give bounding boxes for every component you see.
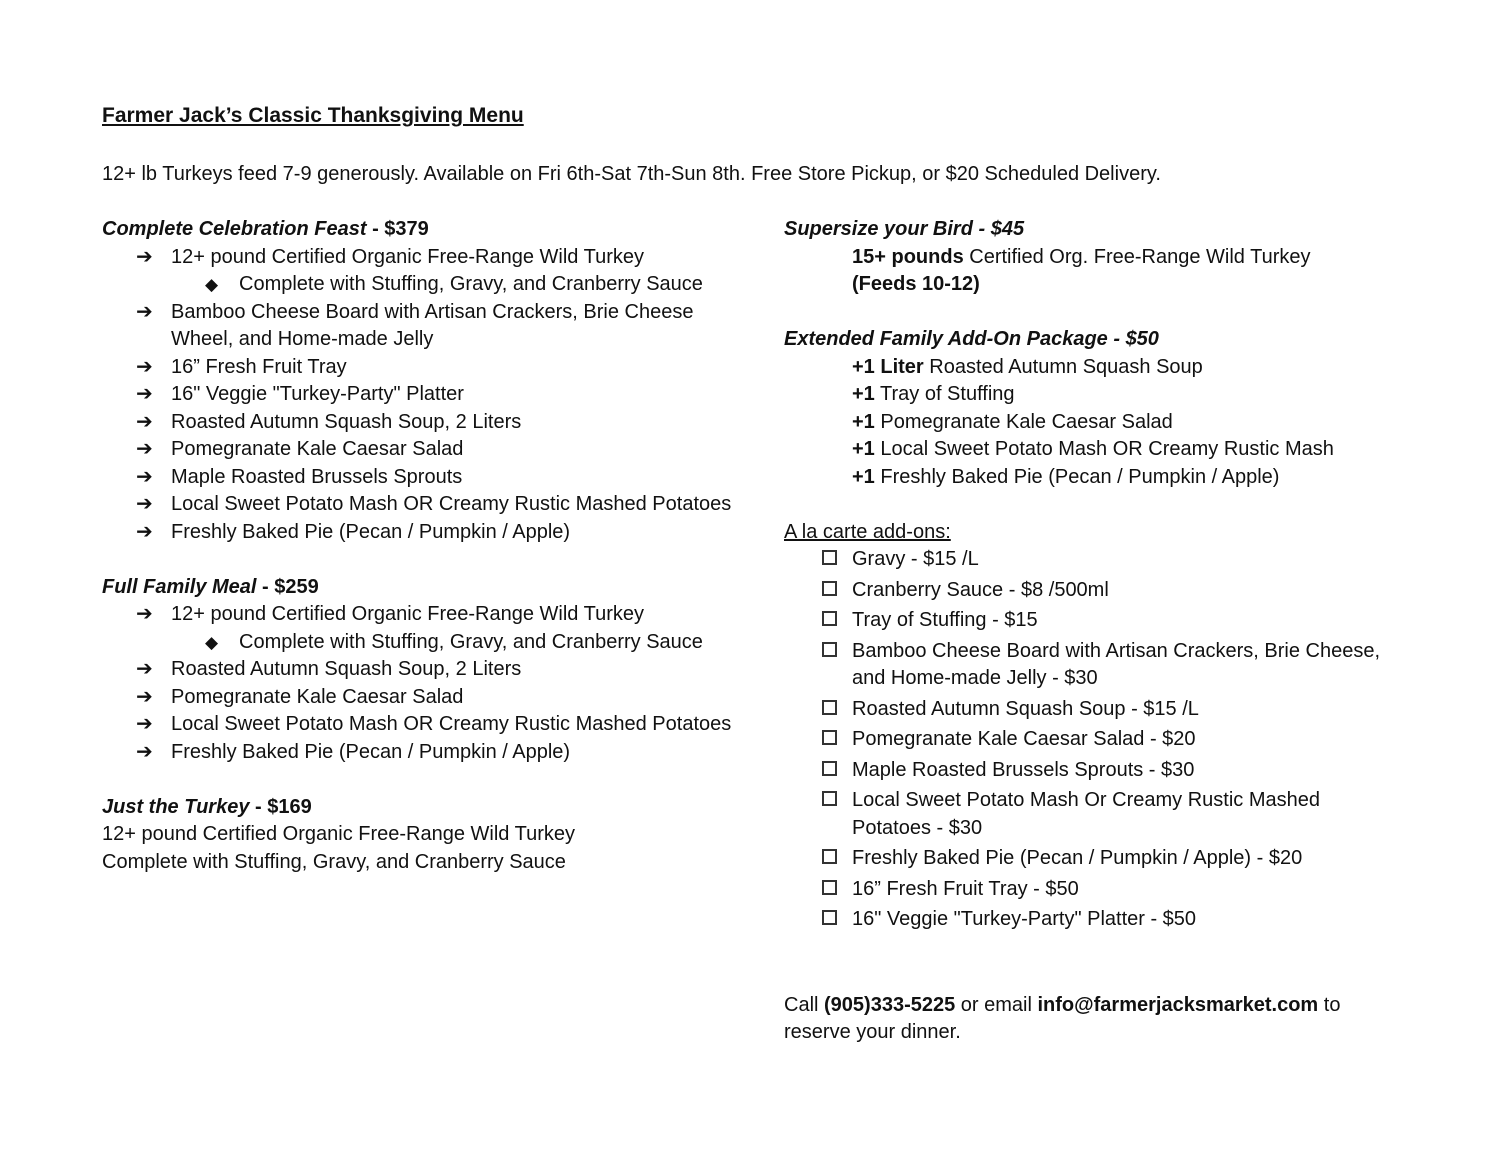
list-item-text: 16" Veggie "Turkey-Party" Platter - $50 bbox=[852, 908, 1197, 930]
sub-list bbox=[171, 629, 742, 657]
arrow-icon: ➔ bbox=[136, 438, 153, 460]
checkbox-icon[interactable] bbox=[822, 849, 837, 864]
list-item-text: Tray of Stuffing - $15 bbox=[852, 609, 1038, 631]
list-item bbox=[784, 381, 1404, 409]
intro-text: 12+ lb Turkeys feed 7-9 generously. Available on Fri 6th-Sat 7th-Sun 8th. Free Store Pickup, or $20 Scheduled Delivery. bbox=[102, 163, 1161, 185]
feast-heading bbox=[102, 216, 742, 244]
supersize-heading bbox=[784, 216, 1404, 244]
extended-qty: +1 bbox=[852, 410, 875, 433]
family-name: Full Family Meal bbox=[102, 575, 257, 598]
feast-price: - $379 bbox=[366, 218, 429, 240]
list-item-text: Local Sweet Potato Mash OR Creamy Rustic Mashed Potatoes bbox=[171, 713, 732, 735]
turkey-line: Complete with Stuffing, Gravy, and Cranberry Sauce bbox=[102, 850, 566, 873]
arrow-icon: ➔ bbox=[136, 685, 153, 708]
checkbox-icon[interactable] bbox=[822, 910, 837, 925]
list-item bbox=[784, 409, 1404, 437]
turkey-heading bbox=[102, 794, 742, 822]
arrow-icon: ➔ bbox=[136, 300, 153, 323]
checkbox-icon[interactable] bbox=[822, 611, 837, 626]
extended-text: Pomegranate Kale Caesar Salad bbox=[874, 410, 1173, 433]
family-heading bbox=[102, 574, 742, 602]
list-item[interactable] bbox=[784, 906, 1404, 934]
list-item bbox=[102, 601, 742, 656]
list-item bbox=[784, 436, 1404, 464]
list-item-text: Pomegranate Kale Caesar Salad bbox=[171, 685, 464, 708]
checkbox-icon[interactable] bbox=[822, 761, 837, 776]
list-item-text: 12+ pound Certified Organic Free-Range Wild Turkey bbox=[171, 245, 645, 268]
feast-name: Complete Celebration Feast bbox=[102, 218, 367, 240]
list-item-text: 16” Fresh Fruit Tray - $50 bbox=[852, 877, 1079, 900]
list-item-text: Complete with Stuffing, Gravy, and Cranberry Sauce bbox=[239, 630, 703, 653]
list-item-text: Roasted Autumn Squash Soup, 2 Liters bbox=[171, 658, 522, 680]
list-item bbox=[784, 354, 1404, 382]
list-item[interactable] bbox=[784, 577, 1404, 605]
extended-text: Local Sweet Potato Mash OR Creamy Rustic Mash bbox=[874, 438, 1334, 460]
extended-text: Roasted Autumn Squash Soup bbox=[923, 355, 1203, 378]
list-item bbox=[102, 739, 742, 767]
supersize-name: Supersize your Bird - $45 bbox=[784, 218, 1025, 240]
list-item[interactable] bbox=[784, 638, 1404, 693]
list-item bbox=[171, 271, 742, 299]
extended-text: Tray of Stuffing bbox=[874, 383, 1015, 405]
contact-tail: to reserve your dinner. bbox=[784, 993, 1341, 1043]
list-item-text: Maple Roasted Brussels Sprouts - $30 bbox=[852, 758, 1195, 781]
list-item bbox=[102, 354, 742, 382]
list-item-text: Bamboo Cheese Board with Artisan Crackers, Brie Cheese Wheel, and Home-made Jelly bbox=[171, 300, 694, 350]
list-item-text: Gravy - $15 /L bbox=[852, 548, 979, 570]
list-item-text: Pomegranate Kale Caesar Salad bbox=[171, 438, 464, 460]
list-item bbox=[102, 519, 742, 547]
list-item-text: Cranberry Sauce - $8 /500ml bbox=[852, 578, 1109, 601]
right-column bbox=[784, 216, 1404, 1047]
checkbox-icon[interactable] bbox=[822, 550, 837, 565]
checkbox-icon[interactable] bbox=[822, 642, 837, 657]
contact-call: Call bbox=[784, 993, 825, 1016]
contact-phone[interactable]: (905)333-5225 bbox=[824, 993, 956, 1016]
list-item bbox=[102, 299, 742, 354]
list-item bbox=[784, 464, 1404, 492]
arrow-icon: ➔ bbox=[136, 410, 153, 433]
turkey-price: - $169 bbox=[249, 795, 312, 818]
checkbox-icon[interactable] bbox=[822, 581, 837, 596]
checkbox-icon[interactable] bbox=[822, 730, 837, 745]
contact-or-email: or email bbox=[955, 993, 1038, 1016]
list-item-text: Pomegranate Kale Caesar Salad - $20 bbox=[852, 728, 1196, 750]
arrow-icon: ➔ bbox=[136, 245, 153, 268]
list-item bbox=[102, 491, 742, 519]
list-item-text: Bamboo Cheese Board with Artisan Crackers, Brie Cheese, and Home-made Jelly - $30 bbox=[852, 639, 1381, 689]
sub-list bbox=[171, 271, 742, 299]
extended-heading bbox=[784, 326, 1404, 354]
list-item-text: 16” Fresh Fruit Tray bbox=[171, 355, 347, 378]
list-item[interactable] bbox=[784, 726, 1404, 754]
list-item-text: Freshly Baked Pie (Pecan / Pumpkin / Apple) - $20 bbox=[852, 847, 1303, 869]
supersize-feeds-text: (Feeds 10-12) bbox=[852, 273, 980, 295]
arrow-icon: ➔ bbox=[136, 658, 153, 680]
arrow-icon: ➔ bbox=[136, 603, 153, 625]
arrow-icon: ➔ bbox=[136, 520, 153, 543]
feast-list bbox=[102, 244, 742, 547]
checkbox-icon[interactable] bbox=[822, 700, 837, 715]
extended-qty: +1 bbox=[852, 438, 875, 460]
list-item bbox=[102, 409, 742, 437]
list-item-text: Freshly Baked Pie (Pecan / Pumpkin / Apple) bbox=[171, 520, 571, 543]
checkbox-icon[interactable] bbox=[822, 880, 837, 895]
list-item bbox=[102, 464, 742, 492]
list-item-text: Local Sweet Potato Mash OR Creamy Rustic Mashed Potatoes bbox=[171, 493, 732, 515]
arrow-icon: ➔ bbox=[136, 493, 153, 515]
list-item[interactable] bbox=[784, 845, 1404, 873]
family-price: - $259 bbox=[256, 575, 319, 598]
list-item[interactable] bbox=[784, 757, 1404, 785]
extended-qty: +1 bbox=[852, 465, 875, 488]
arrow-icon: ➔ bbox=[136, 465, 153, 488]
extended-text: Freshly Baked Pie (Pecan / Pumpkin / Apple) bbox=[874, 465, 1280, 488]
list-item bbox=[102, 656, 742, 684]
extended-qty: +1 bbox=[852, 383, 875, 405]
supersize-line bbox=[784, 244, 1404, 272]
extended-qty: +1 Liter bbox=[852, 355, 924, 378]
turkey-name: Just the Turkey bbox=[102, 795, 250, 818]
alacarte-list bbox=[784, 546, 1404, 934]
list-item bbox=[102, 711, 742, 739]
supersize-desc: Certified Org. Free-Range Wild Turkey bbox=[963, 245, 1311, 268]
list-item bbox=[171, 629, 742, 657]
left-column bbox=[102, 216, 742, 876]
list-item[interactable] bbox=[784, 546, 1404, 574]
extended-name: Extended Family Add-On Package - $50 bbox=[784, 328, 1159, 350]
arrow-icon: ➔ bbox=[136, 355, 153, 378]
list-item-text: 12+ pound Certified Organic Free-Range Wild Turkey bbox=[171, 603, 645, 625]
alacarte-heading: A la carte add-ons: bbox=[784, 520, 951, 543]
turkey-line: 12+ pound Certified Organic Free-Range Wild Turkey bbox=[102, 823, 576, 845]
list-item[interactable] bbox=[784, 876, 1404, 904]
diamond-icon: ◆ bbox=[205, 632, 219, 652]
list-item-text: Maple Roasted Brussels Sprouts bbox=[171, 465, 463, 488]
list-item-text: 16" Veggie "Turkey-Party" Platter bbox=[171, 383, 464, 405]
list-item[interactable] bbox=[784, 696, 1404, 724]
list-item-text: Freshly Baked Pie (Pecan / Pumpkin / Apple) bbox=[171, 740, 571, 763]
list-item bbox=[102, 684, 742, 712]
list-item bbox=[102, 436, 742, 464]
diamond-icon: ◆ bbox=[205, 275, 219, 294]
list-item bbox=[102, 381, 742, 409]
arrow-icon: ➔ bbox=[136, 383, 153, 405]
arrow-icon: ➔ bbox=[136, 713, 153, 735]
list-item-text: Complete with Stuffing, Gravy, and Cranberry Sauce bbox=[239, 273, 703, 295]
list-item-text: Roasted Autumn Squash Soup, 2 Liters bbox=[171, 410, 522, 433]
supersize-feeds bbox=[784, 271, 1404, 299]
supersize-weight: 15+ pounds bbox=[852, 245, 964, 268]
list-item bbox=[102, 244, 742, 299]
arrow-icon: ➔ bbox=[136, 740, 153, 763]
checkbox-icon[interactable] bbox=[822, 791, 837, 806]
list-item[interactable] bbox=[784, 607, 1404, 635]
list-item[interactable] bbox=[784, 787, 1404, 842]
page-title: Farmer Jack’s Classic Thanksgiving Menu bbox=[102, 104, 524, 127]
list-item-text: Local Sweet Potato Mash Or Creamy Rustic Mashed Potatoes - $30 bbox=[852, 789, 1320, 839]
contact-text bbox=[784, 992, 1404, 1047]
contact-email[interactable]: info@farmerjacksmarket.com bbox=[1037, 993, 1319, 1016]
family-list bbox=[102, 601, 742, 766]
list-item-text: Roasted Autumn Squash Soup - $15 /L bbox=[852, 697, 1199, 720]
